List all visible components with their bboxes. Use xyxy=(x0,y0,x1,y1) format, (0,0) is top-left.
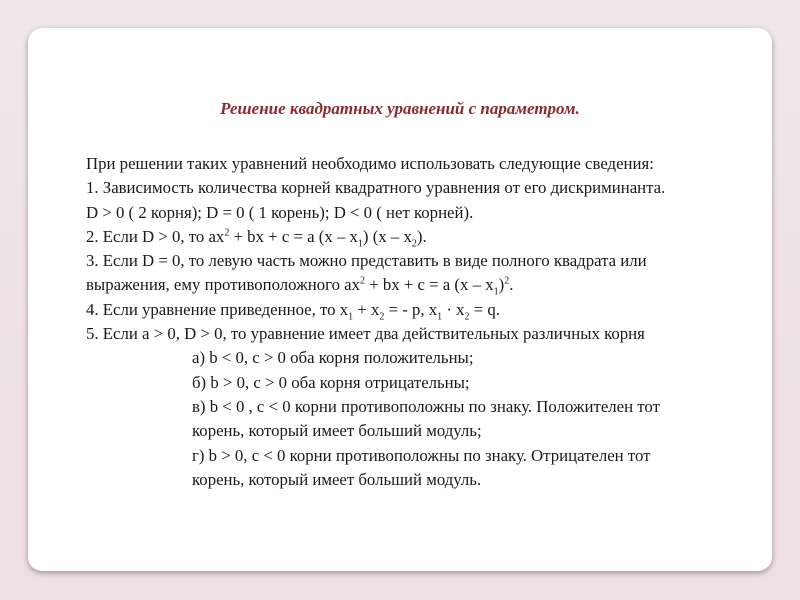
text-line-case-d-cont: корень, который имеет больший модуль. xyxy=(192,469,482,489)
subscript: 1 xyxy=(437,311,443,323)
text-segment: = q. xyxy=(469,299,500,319)
text-segment: + x xyxy=(353,299,380,319)
text-line-formula-2 xyxy=(86,225,786,249)
superscript: 2 xyxy=(360,275,365,287)
text-segment: ). xyxy=(416,226,427,246)
text-segment: · x xyxy=(442,299,465,319)
text-segment: + bx + c = a (x – x xyxy=(229,226,358,246)
text-line: При решении таких уравнений необходимо использовать следующие сведения: xyxy=(86,154,654,173)
text-line-formula-4 xyxy=(86,298,786,322)
text-segment: = - p, x xyxy=(384,299,438,319)
slide-title: Решение квадратных уравнений с параметром. xyxy=(220,99,580,118)
subscript: 1 xyxy=(348,311,354,323)
superscript: 2 xyxy=(224,227,230,239)
subscript: 2 xyxy=(464,311,470,323)
text-line-formula-3 xyxy=(86,273,786,297)
text-segment: + bx + c = a (x – x xyxy=(365,275,494,295)
text-segment: 2. Если D > 0, то ax xyxy=(86,226,225,246)
text-line: D > 0 ( 2 корня); D = 0 ( 1 корень); D < 0 ( нет корней). xyxy=(86,202,474,222)
slide xyxy=(28,28,772,571)
text-segment: ) (x – x xyxy=(362,226,412,246)
text-line-case-a: а) b < 0, c > 0 оба корня положительны; xyxy=(192,348,474,368)
text-line-case-d: г) b > 0, c < 0 корни противоположны по знаку. Отрицателен тот xyxy=(192,445,651,465)
subscript: 1 xyxy=(493,286,499,298)
text-line-case-c-cont: корень, который имеет больший модуль; xyxy=(192,421,482,441)
text-segment: ) xyxy=(498,275,505,295)
text-segment: 4. Если уравнение приведенное, то x xyxy=(86,299,349,319)
slide-body xyxy=(86,152,786,492)
subscript: 2 xyxy=(379,311,385,323)
text-segment: . xyxy=(509,275,514,295)
text-segment: выражения, ему противоположного ax xyxy=(86,275,360,295)
subscript: 1 xyxy=(357,238,363,250)
superscript: 2 xyxy=(504,275,510,287)
text-line-case-b: б) b > 0, c > 0 оба корня отрицательны; xyxy=(192,372,470,392)
text-line: 3. Если D = 0, то левую часть можно представить в виде полного квадрата или xyxy=(86,251,647,271)
text-line-case-c: в) b < 0 , c < 0 корни противоположны по знаку. Положителен тот xyxy=(192,396,660,416)
text-line: 5. Если a > 0, D > 0, то уравнение имеет два действительных различных корня xyxy=(86,324,645,344)
text-line: 1. Зависимость количества корней квадратного уравнения от его дискриминанта. xyxy=(86,178,666,198)
subscript: 2 xyxy=(411,238,417,250)
